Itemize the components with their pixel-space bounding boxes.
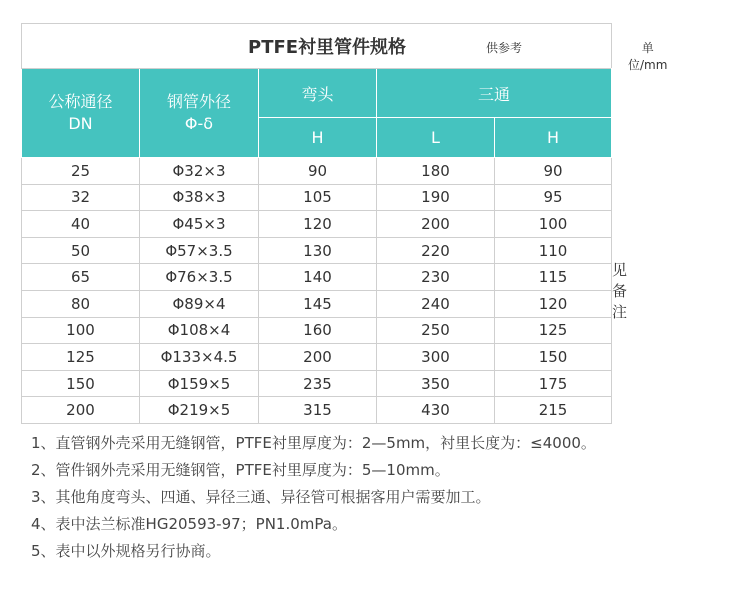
table-row	[22, 344, 612, 371]
cell-dn: 125	[22, 344, 140, 371]
cell-tee-l: 250	[377, 317, 495, 344]
cell-tee-h: 175	[495, 370, 612, 397]
cell-elbow-h: 200	[259, 344, 377, 371]
header-tee-h: H	[495, 118, 612, 158]
cell-dn: 50	[22, 237, 140, 264]
cell-steel: Φ89×4	[140, 290, 259, 317]
cell-steel: Φ159×5	[140, 370, 259, 397]
table-row: 25 Φ32×3 90 180 90 见备注	[22, 158, 612, 185]
cell-elbow-h: 160	[259, 317, 377, 344]
header-elbow-h: H	[259, 118, 377, 158]
cell-dn: 150	[22, 370, 140, 397]
cell-tee-l: 190	[377, 184, 495, 211]
cell-elbow-h: 235	[259, 370, 377, 397]
cell-steel: Φ45×3	[140, 211, 259, 238]
table-row	[22, 370, 612, 397]
unit-label: 单位/mm	[628, 41, 668, 72]
spec-table	[21, 23, 668, 424]
cell-elbow-h: 140	[259, 264, 377, 291]
cell-tee-l: 180	[377, 158, 495, 185]
cell-tee-l: 220	[377, 237, 495, 264]
cell-elbow-h: 120	[259, 211, 377, 238]
cell-elbow-h: 105	[259, 184, 377, 211]
note-item: 4、表中法兰标准HG20593-97；PN1.0mPa。	[31, 515, 347, 533]
cell-tee-h: 120	[495, 290, 612, 317]
cell-tee-l: 240	[377, 290, 495, 317]
cell-steel: Φ108×4	[140, 317, 259, 344]
cell-tee-l: 430	[377, 397, 495, 424]
cell-dn: 25	[22, 158, 140, 185]
cell-dn: 200	[22, 397, 140, 424]
header-dn-cn: 公称通径	[48, 92, 113, 111]
cell-steel: Φ133×4.5	[140, 344, 259, 371]
cell-tee-h: 215	[495, 397, 612, 424]
header-tee-l: L	[377, 118, 495, 158]
header-steel-en: Φ-δ	[184, 114, 214, 133]
cell-dn: 65	[22, 264, 140, 291]
note-item: 3、其他角度弯头、四通、异径三通、异径管可根据客用户需要加工。	[31, 488, 491, 506]
note-item: 2、管件钢外壳采用无缝钢管，PTFE衬里厚度为：5—10mm。	[31, 461, 450, 479]
cell-tee-h: 125	[495, 317, 612, 344]
cell-tee-h: 150	[495, 344, 612, 371]
cell-steel: Φ38×3	[140, 184, 259, 211]
note-item: 1、直管钢外壳采用无缝钢管，PTFE衬里厚度为：2—5mm，衬里长度为：≤4000。	[31, 434, 596, 452]
cell-dn: 40	[22, 211, 140, 238]
cell-tee-l: 230	[377, 264, 495, 291]
header-steel-cn: 钢管外径	[166, 92, 231, 111]
cell-elbow-h: 315	[259, 397, 377, 424]
table-body	[22, 158, 628, 424]
table-row	[22, 317, 612, 344]
cell-elbow-h: 130	[259, 237, 377, 264]
title-cell	[22, 24, 668, 72]
header-dn-en: DN	[68, 114, 93, 133]
header-steel	[140, 69, 259, 158]
cell-tee-l: 350	[377, 370, 495, 397]
cell-steel: Φ219×5	[140, 397, 259, 424]
cell-tee-l: 200	[377, 211, 495, 238]
cell-tee-h: 115	[495, 264, 612, 291]
cell-dn: 32	[22, 184, 140, 211]
header-row-1: 公称通径 DN 钢管外径 Φ-δ 弯头 三通 异径管 L	[22, 69, 612, 118]
cell-tee-h: 110	[495, 237, 612, 264]
cell-tee-l: 300	[377, 344, 495, 371]
header-dn	[22, 69, 140, 158]
table-row	[22, 264, 612, 291]
cell-elbow-h: 90	[259, 158, 377, 185]
cell-dn: 80	[22, 290, 140, 317]
table-row	[22, 184, 612, 211]
table-title: PTFE衬里管件规格	[248, 37, 407, 58]
note-item: 5、表中以外规格另行协商。	[31, 542, 221, 560]
title-row	[22, 24, 612, 69]
header-tee: 三通	[377, 69, 612, 118]
cell-steel: Φ76×3.5	[140, 264, 259, 291]
cell-elbow-h: 145	[259, 290, 377, 317]
cell-steel: Φ32×3	[140, 158, 259, 185]
table-row	[22, 237, 612, 264]
header-elbow: 弯头	[259, 69, 377, 118]
cell-tee-h: 95	[495, 184, 612, 211]
cell-steel: Φ57×3.5	[140, 237, 259, 264]
notes-list	[31, 430, 596, 565]
table-row	[22, 290, 612, 317]
table-row	[22, 211, 612, 238]
cell-dn: 100	[22, 317, 140, 344]
table-row	[22, 397, 612, 424]
cell-tee-h: 90	[495, 158, 612, 185]
table-subtitle: 供参考	[486, 41, 523, 55]
cell-tee-h: 100	[495, 211, 612, 238]
